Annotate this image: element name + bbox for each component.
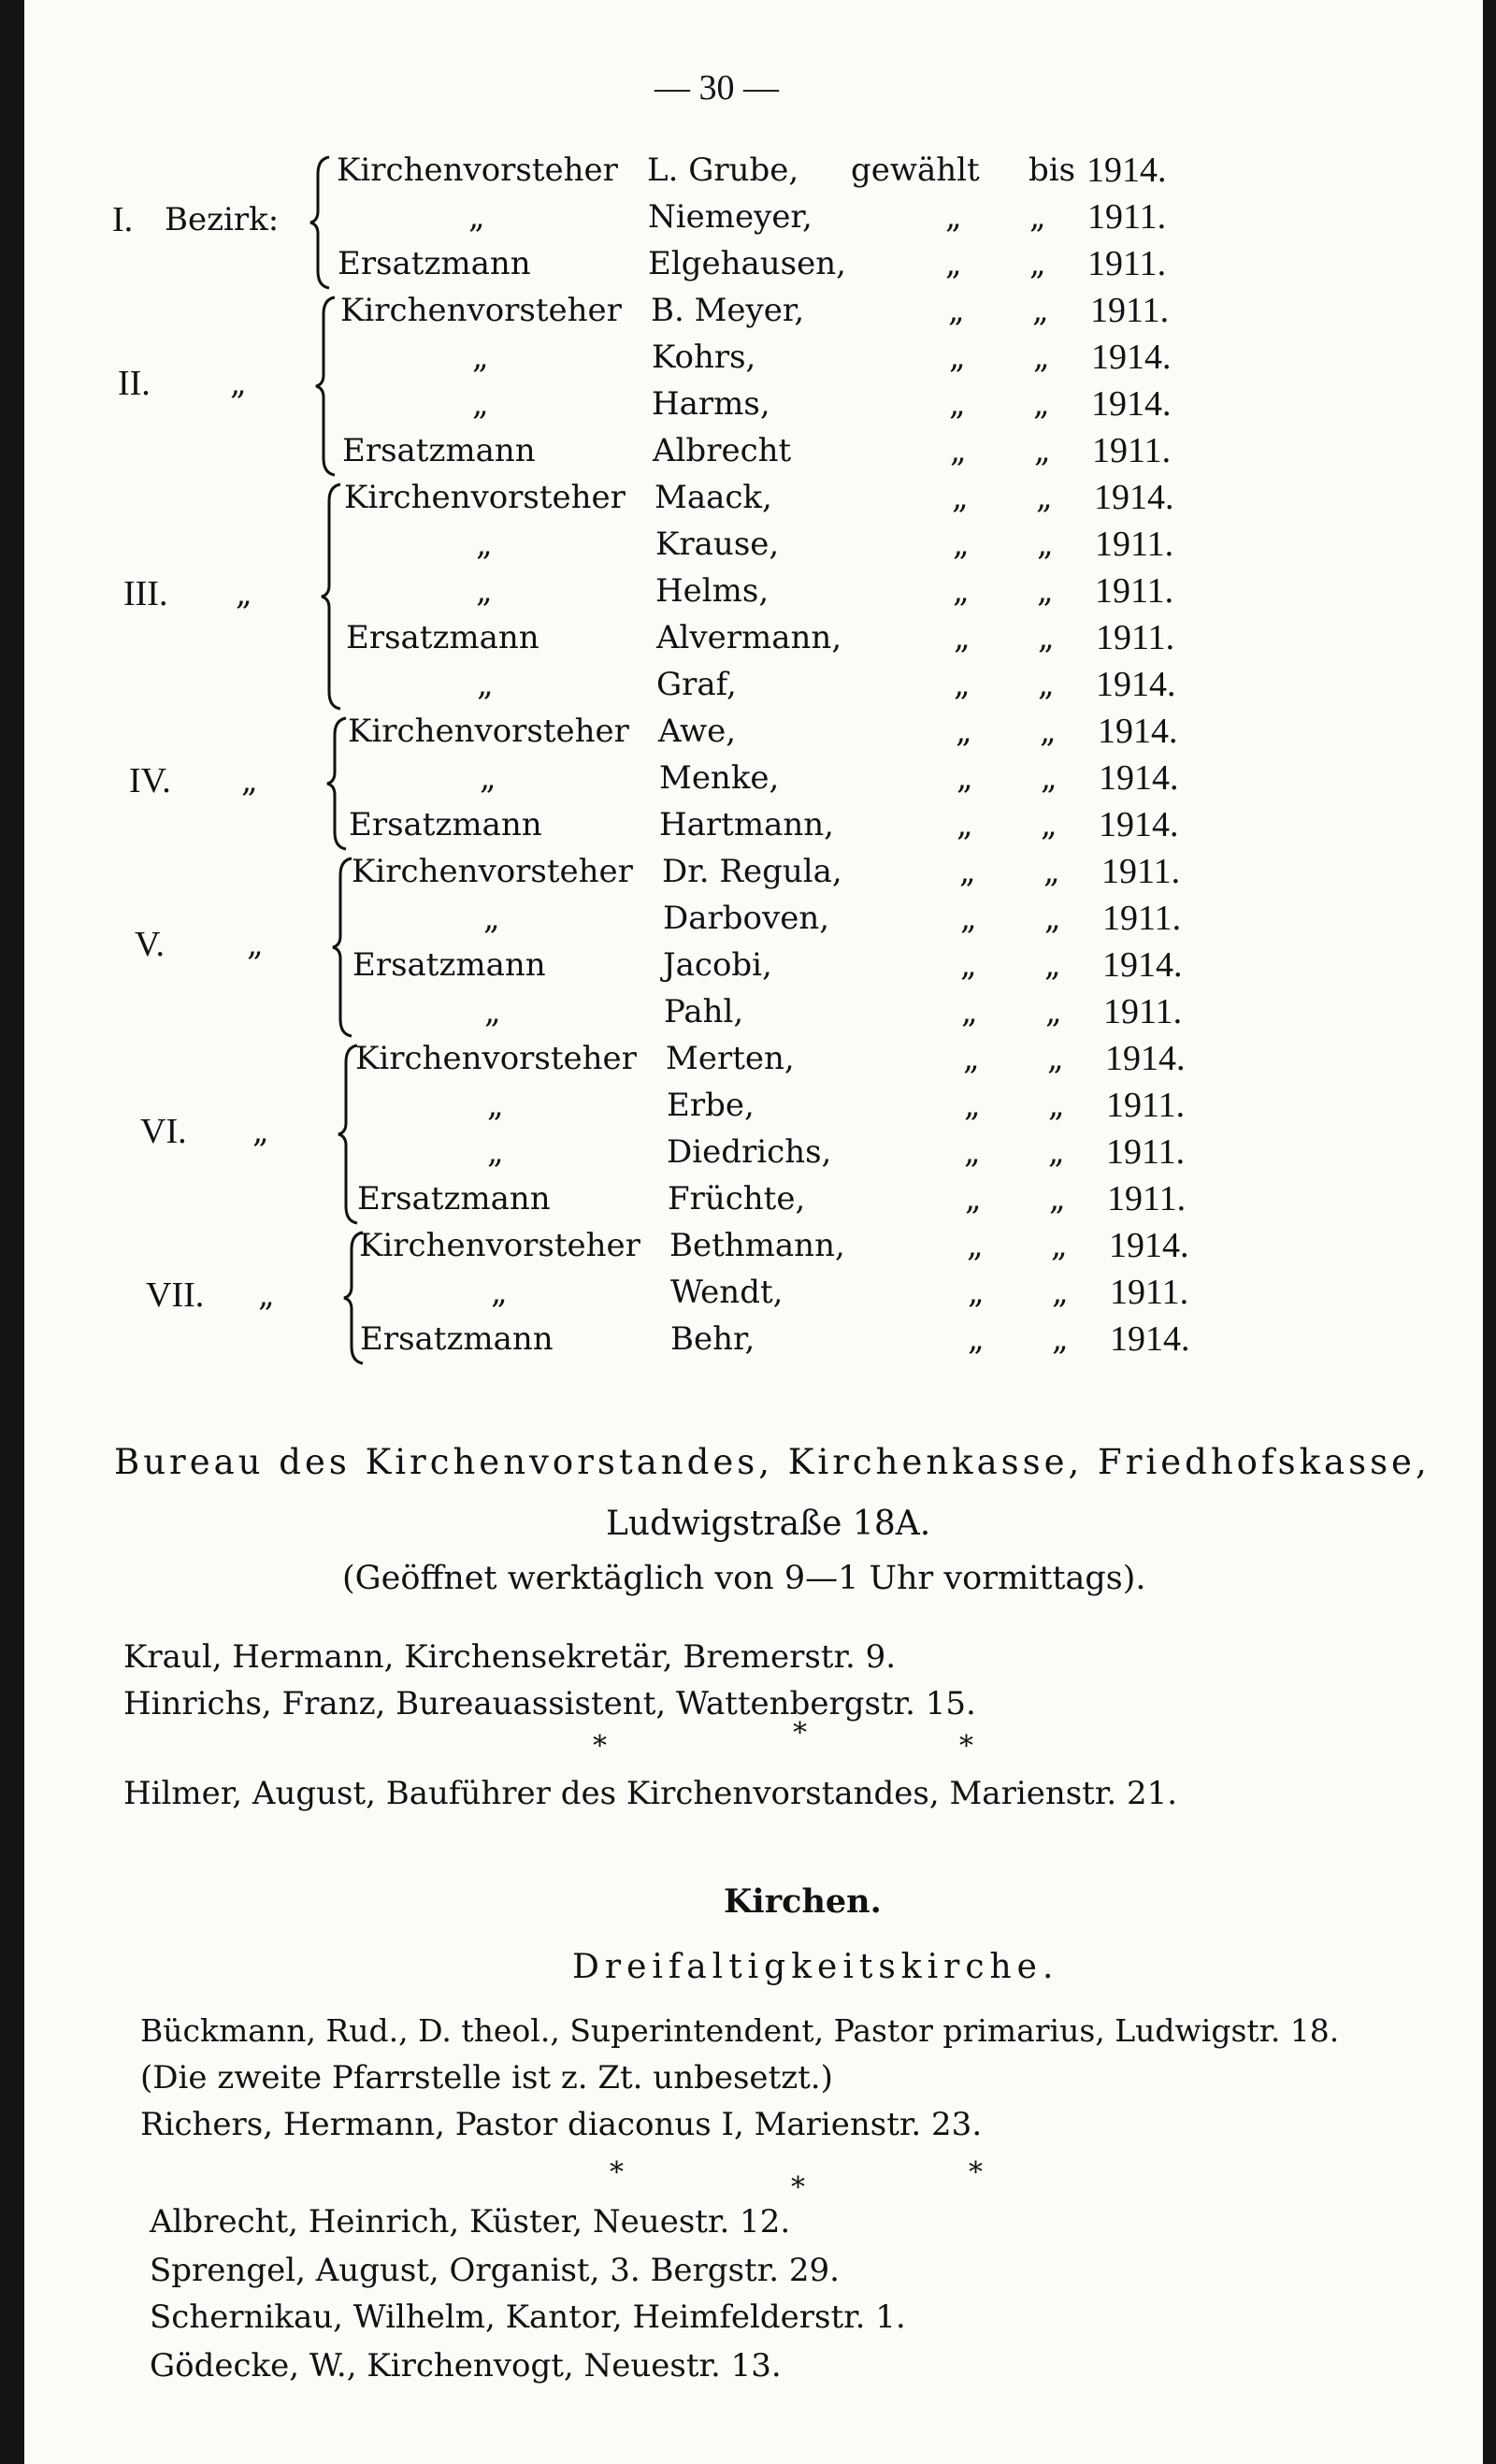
bureau-address: Ludwigstraße 18A. [606, 1505, 931, 1543]
elected-label: „ [953, 572, 970, 610]
term-year: 1914. [1096, 665, 1176, 704]
term-year: 1911. [1095, 525, 1174, 564]
term-year: 1914. [1110, 1319, 1190, 1359]
member-name: Elgehausen, [648, 245, 846, 282]
district-suffix: „ [252, 1113, 269, 1150]
church-name: Dreifaltigkeitskirche. [572, 1948, 1059, 1986]
elected-label: „ [949, 339, 966, 376]
until-label: „ [1029, 198, 1046, 236]
churches-heading: Kirchen. [724, 1882, 882, 1921]
separator-star: * [610, 2156, 624, 2189]
member-role: Ersatzmann [338, 245, 531, 282]
elected-label: „ [960, 900, 977, 937]
elected-label: „ [950, 432, 967, 469]
elected-label: „ [945, 198, 962, 236]
member-name: Krause, [655, 526, 780, 563]
term-year: 1914. [1091, 384, 1172, 424]
member-role: Ersatzmann [342, 432, 536, 469]
group-brace [325, 716, 353, 851]
district-suffix: „ [247, 926, 264, 963]
elected-label: „ [957, 806, 973, 843]
until-label: „ [1033, 339, 1050, 376]
until-label: „ [1041, 806, 1057, 843]
member-name: Kohrs, [652, 339, 756, 376]
member-name: Harms, [652, 385, 770, 423]
bureau-staff-1: Kraul, Hermann, Kirchensekretär, Bremerstr. 9. [123, 1638, 897, 1676]
elected-label: „ [954, 666, 971, 703]
member-name: Früchte, [668, 1180, 806, 1218]
term-year: 1911. [1087, 197, 1167, 237]
district-numeral: II. [118, 364, 151, 403]
term-year: 1914. [1099, 758, 1179, 798]
until-label: „ [1045, 993, 1062, 1030]
elected-label: „ [957, 759, 973, 797]
elected-label: „ [961, 993, 978, 1030]
member-role: Kirchenvorsteher [352, 853, 633, 890]
member-name: Behr, [670, 1320, 755, 1358]
term-year: 1911. [1106, 1086, 1186, 1125]
term-year: 1911. [1092, 431, 1172, 470]
scan-edge-left [0, 0, 24, 2464]
elected-label: „ [952, 479, 969, 516]
bureau-staff-2: Hinrichs, Franz, Bureauassistent, Wattenbergstr. 15. [123, 1685, 976, 1722]
separator-star: * [791, 2171, 805, 2204]
until-label: „ [1038, 619, 1055, 656]
member-role: Kirchenvorsteher [344, 479, 626, 516]
separator-star: * [969, 2156, 983, 2189]
member-role: Kirchenvorsteher [355, 1040, 637, 1077]
member-name: Bethmann, [669, 1227, 845, 1264]
term-year: 1911. [1107, 1179, 1187, 1218]
until-label: „ [1043, 853, 1060, 890]
member-name: Dr. Regula, [662, 853, 842, 890]
until-label: „ [1049, 1180, 1066, 1218]
member-role: Ersatzmann [360, 1320, 554, 1358]
member-role: „ [476, 572, 493, 610]
group-brace [337, 1044, 365, 1225]
member-role: „ [468, 198, 485, 236]
until-label: „ [1033, 385, 1050, 423]
until-label: „ [1038, 666, 1055, 703]
term-year: 1914. [1086, 151, 1167, 190]
until-label: „ [1032, 292, 1049, 329]
bureau-heading: Bureau des Kirchenvorstandes, Kirchenkasse, Friedhofskasse, [114, 1442, 1431, 1482]
until-label: „ [1048, 1087, 1065, 1124]
church-staff-entry: Gödecke, W., Kirchenvogt, Neuestr. 13. [150, 2347, 782, 2385]
separator-star: * [959, 1730, 973, 1763]
elected-label: „ [945, 245, 962, 282]
district-numeral: IV. [129, 761, 171, 800]
until-label: „ [1037, 572, 1054, 610]
member-name: Merten, [666, 1040, 795, 1077]
member-name: L. Grube, [647, 151, 799, 189]
member-role: Kirchenvorsteher [340, 292, 622, 329]
elected-label: „ [948, 292, 965, 329]
term-year: 1914. [1109, 1226, 1189, 1265]
term-year: 1914. [1102, 945, 1183, 985]
elected-label: „ [954, 619, 971, 656]
group-brace [342, 1231, 370, 1365]
church-staff-entry: Schernikau, Wilhelm, Kantor, Heimfelderstr. 1. [150, 2298, 906, 2336]
church-staff-entry: Sprengel, August, Organist, 3. Bergstr. 29. [150, 2252, 840, 2289]
member-name: Jacobi, [663, 946, 772, 984]
elected-label: „ [963, 1040, 980, 1077]
elected-label: „ [967, 1227, 984, 1264]
member-role: „ [487, 1087, 504, 1124]
district-numeral: VI. [140, 1112, 187, 1151]
term-year: 1911. [1096, 618, 1175, 657]
member-role: „ [472, 385, 489, 423]
district-numeral: III. [123, 574, 168, 613]
member-name: Hartmann, [659, 806, 834, 843]
until-label: „ [1040, 713, 1057, 750]
until-label: „ [1029, 245, 1046, 282]
term-year: 1911. [1090, 291, 1170, 330]
term-year: 1911. [1106, 1132, 1186, 1172]
until-label: „ [1044, 946, 1061, 984]
group-brace [320, 483, 348, 711]
elected-label: „ [968, 1320, 985, 1358]
elected-label: „ [968, 1274, 985, 1311]
until-label: „ [1044, 900, 1061, 937]
member-role: Kirchenvorsteher [348, 713, 629, 750]
term-year: 1914. [1098, 712, 1178, 751]
district-numeral: V. [135, 925, 165, 964]
member-role: „ [487, 1133, 504, 1171]
member-name: B. Meyer, [651, 292, 805, 329]
separator-star: * [593, 1730, 607, 1763]
until-label: „ [1034, 432, 1051, 469]
elected-label: „ [960, 946, 977, 984]
term-year: 1914. [1099, 805, 1179, 844]
member-role: Ersatzmann [346, 619, 539, 656]
term-year: 1914. [1094, 478, 1174, 517]
member-name: Niemeyer, [648, 198, 813, 236]
elected-label: „ [956, 713, 972, 750]
district-suffix: Bezirk: [165, 201, 280, 238]
district-suffix: „ [230, 365, 247, 402]
elected-label: „ [964, 1087, 981, 1124]
elected-label: „ [953, 526, 970, 563]
member-name: Pahl, [664, 993, 744, 1030]
elected-label: „ [959, 853, 976, 890]
district-suffix: „ [236, 575, 252, 612]
elected-label: gewählt [851, 151, 980, 189]
member-role: Ersatzmann [349, 806, 542, 843]
page-number: — 30 — [654, 68, 779, 108]
separator-star: * [793, 1717, 807, 1750]
scan-edge-right [1483, 0, 1496, 2464]
member-name: Albrecht [653, 432, 792, 469]
clergy-entry: Bückmann, Rud., D. theol., Superintendent, Pastor primarius, Ludwigstr. 18. [140, 2012, 1340, 2049]
until-label: „ [1036, 479, 1053, 516]
until-label: „ [1052, 1320, 1069, 1358]
district-suffix: „ [258, 1276, 275, 1314]
member-role: Ersatzmann [352, 946, 546, 984]
member-name: Menke, [659, 759, 780, 797]
member-name: Awe, [658, 713, 737, 750]
member-role: „ [477, 666, 494, 703]
until-label: bis [1028, 151, 1076, 189]
member-role: Kirchenvorsteher [337, 151, 618, 189]
member-role: Kirchenvorsteher [359, 1227, 640, 1264]
term-year: 1911. [1101, 852, 1181, 891]
member-name: Alvermann, [656, 619, 842, 656]
elected-label: „ [964, 1133, 981, 1171]
member-role: „ [484, 993, 501, 1030]
group-brace [309, 155, 337, 290]
member-name: Maack, [654, 479, 772, 516]
until-label: „ [1041, 759, 1057, 797]
member-name: Erbe, [667, 1087, 755, 1124]
member-name: Wendt, [670, 1274, 784, 1311]
until-label: „ [1047, 1040, 1064, 1077]
member-role: „ [476, 526, 493, 563]
term-year: 1911. [1103, 992, 1183, 1031]
term-year: 1911. [1110, 1273, 1189, 1312]
member-role: „ [480, 759, 496, 797]
member-name: Darboven, [663, 900, 830, 937]
church-staff-entry: Albrecht, Heinrich, Küster, Neuestr. 12. [150, 2203, 791, 2241]
member-name: Diedrichs, [667, 1133, 832, 1171]
group-brace [314, 295, 342, 477]
clergy-entry: Richers, Hermann, Pastor diaconus I, Marienstr. 23. [140, 2106, 983, 2143]
member-name: Graf, [656, 666, 737, 703]
until-label: „ [1052, 1274, 1069, 1311]
member-role: Ersatzmann [357, 1180, 551, 1218]
term-year: 1911. [1087, 244, 1167, 283]
member-role: „ [491, 1274, 508, 1311]
district-numeral: I. [112, 200, 134, 239]
term-year: 1914. [1091, 338, 1172, 377]
clergy-entry: (Die zweite Pfarrstelle ist z. Zt. unbesetzt.) [140, 2059, 833, 2097]
member-role: „ [483, 900, 500, 937]
district-numeral: VII. [146, 1275, 205, 1315]
elected-label: „ [965, 1180, 982, 1218]
builder-entry: Hilmer, August, Bauführer des Kirchenvorstandes, Marienstr. 21. [123, 1775, 1178, 1812]
term-year: 1914. [1105, 1039, 1186, 1078]
district-suffix: „ [241, 762, 258, 800]
elected-label: „ [949, 385, 966, 423]
group-brace [331, 857, 359, 1038]
term-year: 1911. [1095, 571, 1174, 611]
bureau-hours: (Geöffnet werktäglich von 9—1 Uhr vormittags). [342, 1560, 1146, 1597]
until-label: „ [1037, 526, 1054, 563]
until-label: „ [1051, 1227, 1068, 1264]
term-year: 1911. [1102, 899, 1182, 938]
until-label: „ [1048, 1133, 1065, 1171]
member-name: Helms, [655, 572, 770, 610]
member-role: „ [472, 339, 489, 376]
